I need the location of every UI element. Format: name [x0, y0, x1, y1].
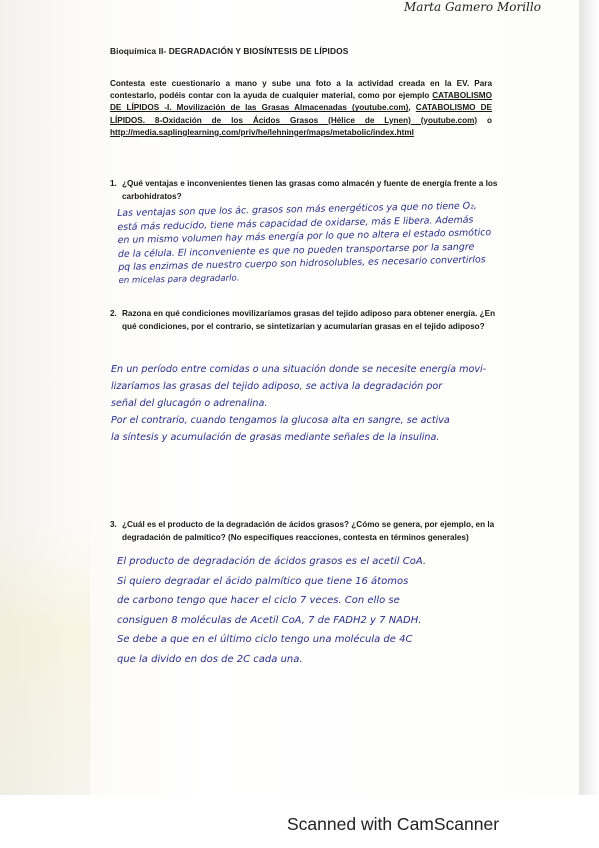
answer-line: señal del glucagón o adrenalina.: [111, 398, 268, 409]
answer-line: Se debe a que en el último ciclo tengo una molécula de 4C: [117, 634, 413, 645]
answer-line: consiguen 8 moléculas de Acetil CoA, 7 de FADH2 y 7 NADH.: [117, 614, 422, 626]
question-text: ¿Cuál es el producto de la degradación de ácidos grasos? ¿Cómo se genera, por ejemplo, en la degradación de palmítico? (No especifiques reacciones, contesta en términos generales): [122, 520, 495, 542]
question-number: 3.: [110, 520, 117, 529]
instructions-paragraph: [110, 78, 492, 139]
answer-line: Por el contrario, cuando tengamos la glucosa alta en sangre, se activa: [111, 415, 450, 426]
question-number: 2.: [110, 309, 117, 318]
separator: o: [477, 115, 492, 125]
answer-line: lizaríamos las grasas del tejido adiposo, se activa la degradación por: [111, 381, 443, 392]
link-beta-oxidation[interactable]: CATABOLISMO DE LÍPIDOS. 8-Oxidación de los Ácidos Grasos (Hélice de Lynen) (youtube.com): [110, 103, 492, 125]
answer-line: pq las enzimas de nuestro cuerpo son hidrosolubles, es necesario convertirlos: [118, 254, 486, 274]
answer-line: de la célula. El inconveniente es que no pueden transportarse por la sangre: [117, 241, 475, 260]
answer-line: la síntesis y acumulación de grasas mediante señales de la insulina.: [111, 432, 440, 443]
document-title: Bioquímica II- DEGRADACIÓN Y BIOSÍNTESIS DE LÍPIDOS: [110, 46, 349, 56]
answer-3: [117, 552, 426, 669]
separator: ,: [408, 103, 416, 113]
question-text: Razona en qué condiciones movilizaríamos grasas del tejido adiposo para obtener energía. ¿En qué condiciones, por el contrario, se sintetizarían y acumularían grasas en el tejido adiposo?: [122, 309, 496, 331]
answer-line: que la divido en dos de 2C cada una.: [117, 653, 303, 665]
answer-2: [111, 361, 486, 446]
answer-line: está más reducido, tiene más capacidad de oxidarse, más E libera. Además: [117, 214, 474, 233]
answer-line: Si quiero degradar el ácido palmítico que tiene 16 átomos: [117, 575, 409, 587]
question-number: 1.: [110, 179, 117, 188]
answer-1: [117, 199, 492, 288]
answer-line: El producto de degradación de ácidos grasos es el acetil CoA.: [117, 556, 427, 567]
answer-line: En un período entre comidas o una situación donde se necesite energía movi-: [111, 364, 487, 375]
link-metabolic-map[interactable]: http://media.saplinglearning.com/priv/he/lehninger/maps/metabolic/index.html: [110, 127, 414, 137]
author-name: Marta Gamero Morillo: [404, 0, 541, 14]
question-text: ¿Qué ventajas e inconvenientes tienen las grasas como almacén y fuente de energía frente a los carbohidratos?: [122, 179, 498, 201]
answer-line: Las ventajas son que los ác. grasos son más energéticos ya que no tiene O₂,: [117, 200, 477, 219]
camscanner-watermark: Scanned with CamScanner: [287, 814, 500, 834]
answer-line: en micelas para degradarlo.: [118, 273, 240, 286]
page-edge-shadow: [579, 0, 599, 795]
answer-line: en un mismo volumen hay más energía por lo que no altera el estado osmótico: [117, 227, 492, 247]
link-lipid-mobilization[interactable]: CATABOLISMO DE LÍPIDOS -I. Movilización de las Grasas Almacenadas (youtube.com): [110, 91, 492, 113]
question-3: [110, 519, 500, 544]
question-2: [110, 308, 500, 333]
instructions-text: Contesta este cuestionario a mano y sube una foto a la actividad creada en la EV. Para contestarlo, podéis contar con la ayuda de cualquier material, como por ejemplo: [110, 79, 492, 101]
answer-line: de carbono tengo que hacer el ciclo 7 veces. Con ello se: [117, 595, 400, 606]
